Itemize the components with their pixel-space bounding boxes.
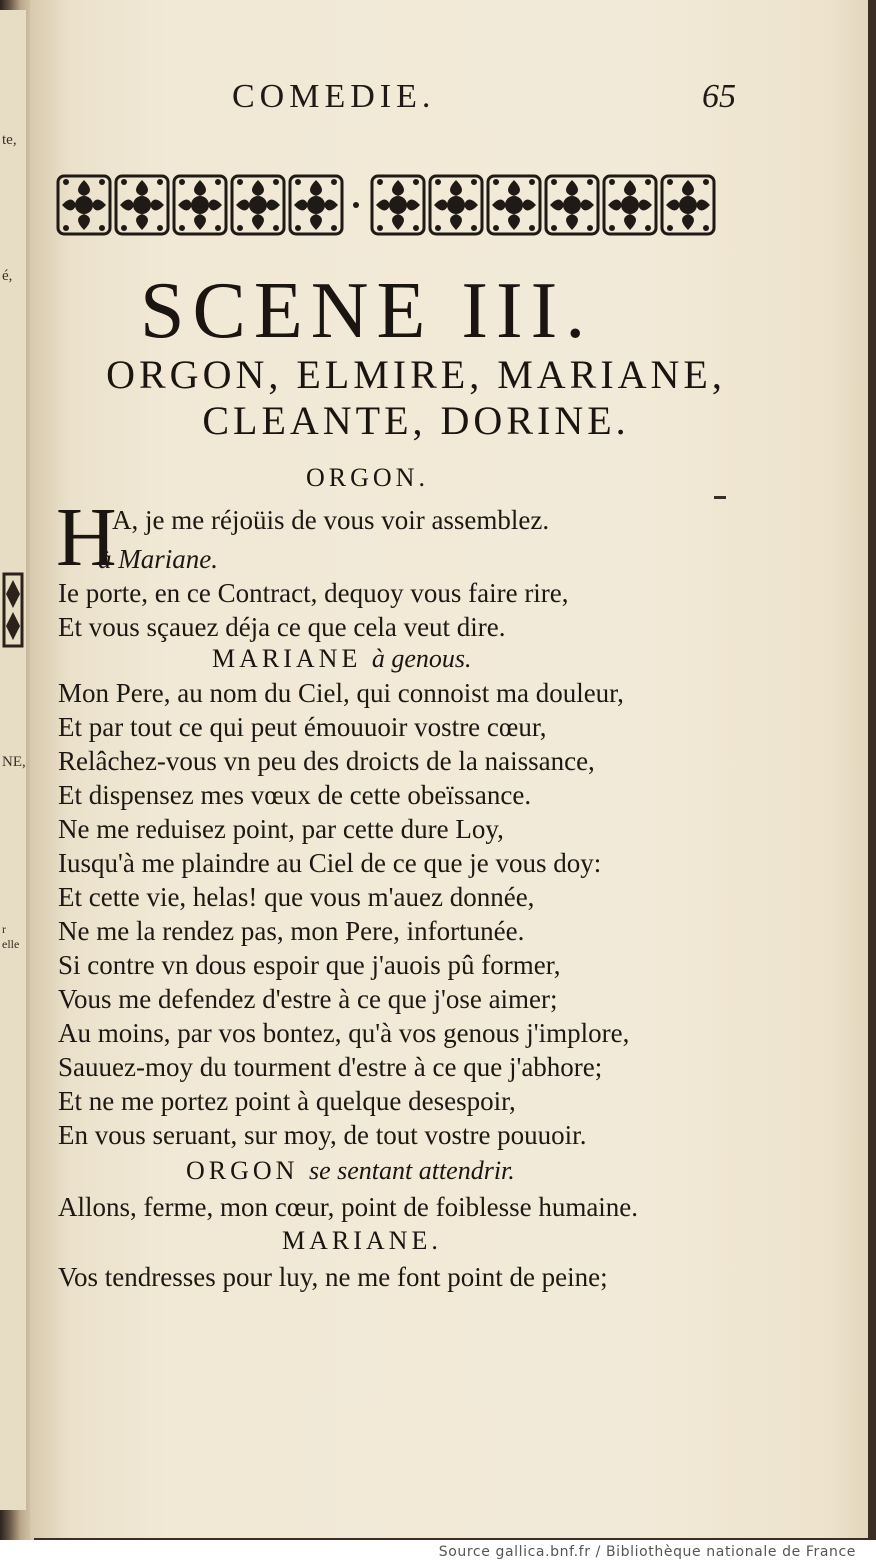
verse-line: Allons, ferme, mon cœur, point de foiblesse humaine. (58, 1192, 639, 1222)
verse-line: Et vous sçauez déja ce que cela veut dire. (58, 612, 506, 642)
margin-fragment: te, (2, 132, 17, 148)
speaker-orgon: ORGON. (306, 463, 429, 492)
verse-line: Vos tendresses pour luy, ne me font point de peine; (58, 1262, 608, 1292)
margin-fragment: r elle (2, 922, 20, 951)
verse-line: Iusqu'à me plaindre au Ciel de ce que je vous doy: (58, 848, 602, 878)
drop-cap: H (56, 491, 117, 584)
margin-ornament-icon (2, 570, 24, 650)
verse-line: Vous me defendez d'estre à ce que j'ose aimer; (58, 984, 558, 1014)
speaker-mariane (212, 644, 472, 674)
speaker-direction: se sentant attendrir. (308, 1156, 515, 1185)
verse-line: Et ne me portez point à quelque desespoir, (58, 1086, 516, 1116)
verse-line: Ne me la rendez pas, mon Pere, infortunée. (58, 916, 525, 946)
speaker-name: MARIANE (212, 644, 362, 673)
verse-line: Relâchez-vous vn peu des droicts de la naissance, (58, 746, 595, 776)
page-number: 65 (702, 78, 736, 115)
dramatis-personae (56, 352, 776, 444)
verse-line: En vous seruant, sur moy, de tout vostre pouuoir. (58, 1120, 587, 1150)
running-head: COMEDIE. (232, 78, 436, 115)
margin-fragment: é, (2, 268, 13, 284)
fleuron-band-icon (56, 170, 746, 240)
source-credit: Source gallica.bnf.fr / Bibliothèque nationale de France (438, 1544, 856, 1560)
facing-page-edge (0, 10, 26, 1510)
verse-line: Ie porte, en ce Contract, dequoy vous faire rire, (58, 578, 569, 608)
verse-line: Et cette vie, helas! que vous m'auez donnée, (58, 882, 535, 912)
verse-line: Ne me reduisez point, par cette dure Loy, (58, 814, 504, 844)
margin-fragment: NE, (2, 754, 26, 770)
speaker-orgon (186, 1156, 515, 1186)
gutter-mark (714, 496, 726, 499)
speaker-mariane: MARIANE. (282, 1226, 442, 1255)
characters-line-2: CLEANTE, DORINE. (202, 398, 630, 443)
verse-line: Au moins, par vos bontez, qu'à vos genous j'implore, (58, 1018, 630, 1048)
verse-line: A, je me réjoüis de vous voir assemblez. (112, 505, 550, 535)
scene-title: SCENE III. (140, 267, 594, 355)
speaker-name: ORGON (186, 1156, 299, 1185)
verse-line: Et dispensez mes vœux de cette obeïssance. (58, 780, 532, 810)
verse-line: Et par tout ce qui peut émouuoir vostre cœur, (58, 712, 547, 742)
verse-line: Si contre vn dous espoir que j'auois pû former, (58, 950, 561, 980)
verse-line: Mon Pere, au nom du Ciel, qui connoist ma douleur, (58, 678, 624, 708)
speaker-direction: à genous. (371, 644, 472, 673)
verse-line: Sauuez-moy du tourment d'estre à ce que j'abhore; (58, 1052, 603, 1082)
characters-line-1: ORGON, ELMIRE, MARIANE, (106, 352, 726, 397)
stage-direction: à Mariane. (98, 544, 218, 574)
